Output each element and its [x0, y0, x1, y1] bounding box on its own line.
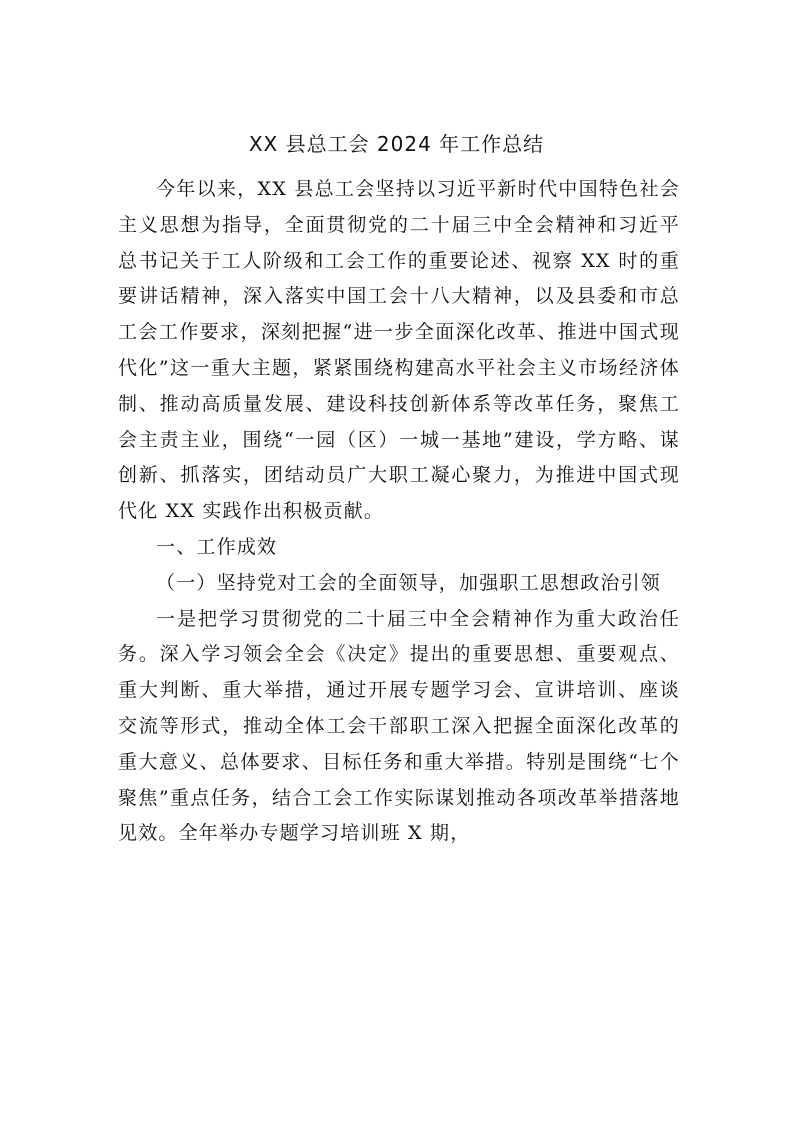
subsection-heading: （一）坚持党对工会的全面领导，加强职工思想政治引领	[156, 571, 662, 594]
section-heading: 一、工作成效	[156, 535, 278, 558]
document-body	[118, 172, 680, 852]
body-paragraph: 一是把学习贯彻党的二十届三中全会精神作为重大政治任务。深入学习领会全会《决定》提出的重要思想、重要观点、重大判断、重大举措，通过开展专题学习会、宣讲培训、座谈交流等形式，推动全体工会干部职工深入把握全面深化改革的重大意义、总体要求、目标任务和重大举措。特别是围绕“七个聚焦”重点任务，结合工会工作实际谋划推动各项改革举措落地见效。全年举办专题学习培训班 X 期，	[118, 607, 680, 845]
document-title: XX 县总工会 2024 年工作总结	[248, 132, 545, 156]
intro-paragraph: 今年以来，XX 县总工会坚持以习近平新时代中国特色社会主义思想为指导，全面贯彻党的二十届三中全会精神和习近平总书记关于工人阶级和工会工作的重要论述、视察 XX 时的重要讲话精神，深入落实中国工会十八大精神，以及县委和市总工会工作要求，深刻把握“进一步全面深化改革、推进中国式现代化”这一重大主题，紧紧围绕构建高水平社会主义市场经济体制、推动高质量发展、建设科技创新体系等改革任务，聚焦工会主责主业，围绕“一园（区）一城一基地”建设，学方略、谋创新、抓落实，团结动员广大职工凝心聚力，为推进中国式现代化 XX 实践作出积极贡献。	[118, 178, 680, 523]
